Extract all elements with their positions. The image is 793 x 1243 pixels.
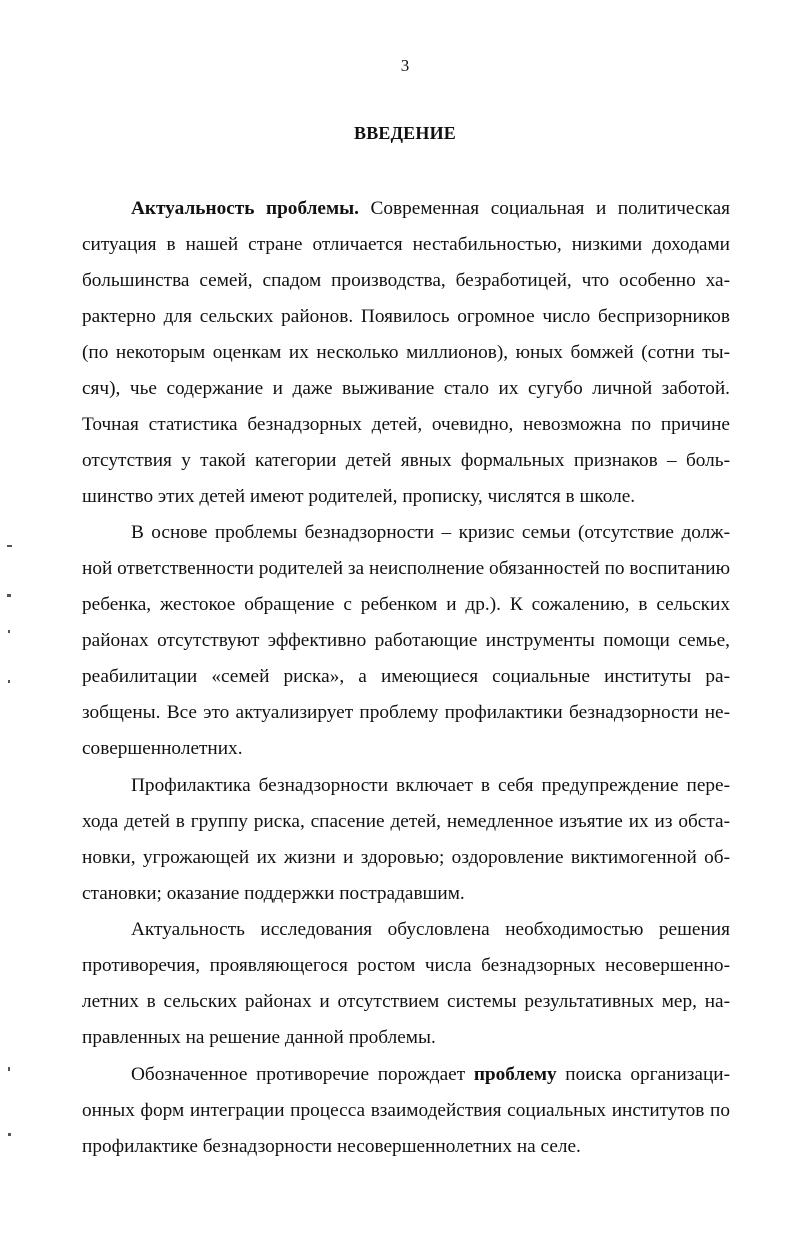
- scan-speck: [8, 1133, 11, 1136]
- page-number: 3: [400, 56, 410, 75]
- paragraph-lead: Актуальность проблемы.: [131, 198, 359, 219]
- paragraph-relevance: [82, 191, 730, 515]
- paragraph-text: поиска организационных форм интеграции процесса взаимодействия социальных институтов по профилактике безнадзорности несовершеннолетних на селе.: [82, 1063, 730, 1157]
- paragraph-text: Обозначенное противоречие порождает: [131, 1063, 474, 1085]
- scan-speck: [7, 545, 12, 547]
- paragraph-prevention: [82, 768, 730, 912]
- paragraph-family-crisis: [82, 515, 730, 767]
- section-heading: ВВЕДЕНИЕ: [353, 123, 456, 143]
- scan-speck: [8, 680, 10, 683]
- scan-speck: [8, 1067, 10, 1071]
- scan-speck: [7, 594, 11, 597]
- paragraph-contradiction: [82, 912, 730, 1056]
- paragraph-problem: [82, 1057, 730, 1165]
- paragraph-text: Профилактика безнадзорности включает в себя предупреждение перехода детей в группу риска, спасение детей, немедленное изъятие их из обстановки, угрожающей их жизни и здоровью; оздоровление виктимогенной обстановки; оказание поддержки пострадавшим.: [82, 774, 730, 904]
- emphasized-word: проблему: [473, 1063, 557, 1085]
- scan-speck: [8, 630, 10, 633]
- paragraph-text: В основе проблемы безнадзорности – кризис семьи (отсутствие должной ответственности родителей за неисполнение обязанностей по воспитанию ребенка, жестокое обращение с ребенком и др.). К сожалению, в сельских районах отсутствуют эффективно работающие инструменты помощи семье, реабилитации «семей риска», а имеющиеся социальные институты разобщены. Все это актуализирует проблему профилактики безнадзорности несовершеннолетних.: [82, 522, 730, 760]
- paragraph-text: Современная социальная и политическая ситуация в нашей стране отличается нестабильностью, низкими доходами большинства семей, спадом производства, безработицей, что особенно характерно для сельских районов. Появилось огромное число беспризорников (по некоторым оценкам их несколько миллионов), юных бомжей (сотни тысяч), чье содержание и даже выживание стало их сугубо личной заботой. Точная статистика безнадзорных детей, очевидно, невозможна по причине отсутствия у такой категории детей явных формальных признаков – большинство этих детей имеют родителей, прописку, числятся в школе.: [82, 198, 730, 507]
- paragraph-text: Актуальность исследования обусловлена необходимостью решения противоречия, проявляющегося ростом числа безнадзорных несовершеннолетних в сельских районах и отсутствием системы результативных мер, направленных на решение данной проблемы.: [82, 919, 730, 1049]
- body-text: [82, 191, 730, 1165]
